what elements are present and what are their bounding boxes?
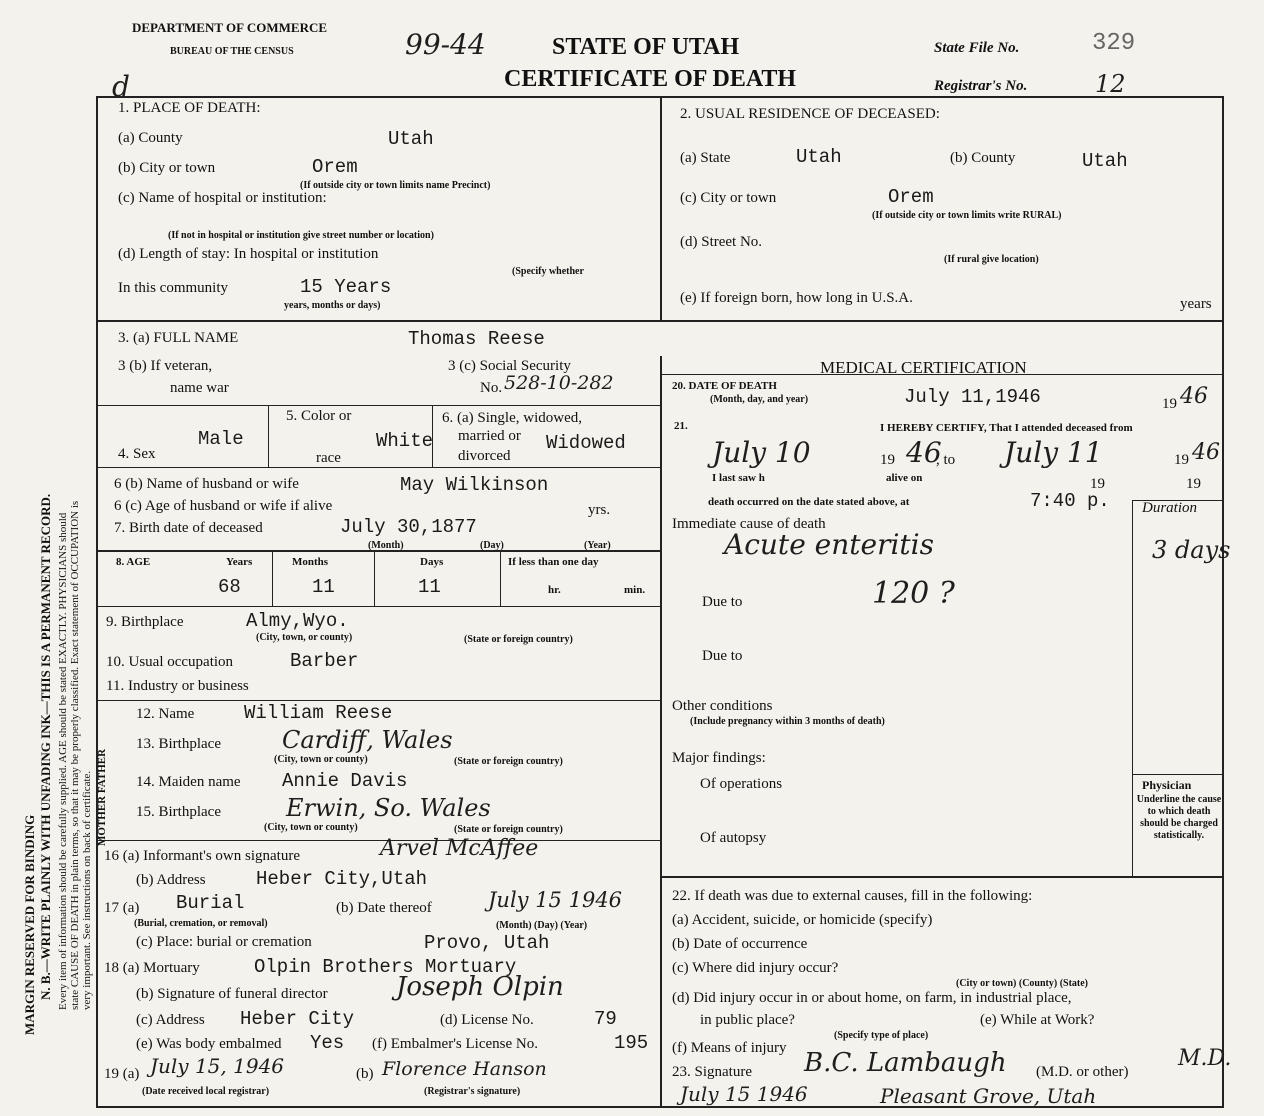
signature-value: B.C. Lambaugh [804,1048,1007,1078]
birthdate-month-note: (Month) [368,540,404,551]
external-f: (f) Means of injury [672,1040,787,1056]
margin-instructions-3: very important. See instructions on back of certificate. [81,770,93,1010]
due-to-2-label: Due to [702,648,743,664]
death-date-label: 20. DATE OF DEATH [672,380,777,392]
age-months-value: 11 [312,576,335,598]
disposal-date-note: (Month) (Day) (Year) [496,920,588,931]
ss-no-label: No. [480,380,503,396]
mother-bp-value: Erwin, So. Wales [286,794,491,822]
received-value: July 15, 1946 [150,1054,285,1078]
residence-foreign-label: (e) If foreign born, how long in U.S.A. [680,290,913,306]
color-label: 5. Color or [286,408,352,424]
attended-from-yr: 46 [906,436,942,469]
veteran-label: 3 (b) If veteran, [118,358,213,374]
mortuary-address-label: (c) Address [136,1012,205,1028]
other-conditions-label: Other conditions [672,698,773,714]
external-c: (c) Where did injury occur? [672,960,839,976]
ss-value: 528-10-282 [504,372,614,394]
mother-bp-note-1: (City, town or county) [264,822,358,833]
place-city-value: Orem [312,156,358,178]
death-date-note: (Month, day, and year) [710,394,809,405]
registrar-sig-label: (b) [356,1066,374,1082]
duration-label: Duration [1142,500,1198,516]
residence-county-label: (b) County [950,150,1016,166]
autopsy-label: Of autopsy [700,830,767,846]
external-e: (e) While at Work? [980,1012,1095,1028]
license-label: (d) License No. [440,1012,534,1028]
father-bp-value: Cardiff, Wales [282,726,453,754]
age-hr-label: hr. [548,584,561,596]
director-label: (b) Signature of funeral director [136,986,328,1002]
external-a: (a) Accident, suicide, or homicide (specify) [672,912,933,928]
dept-label: DEPARTMENT OF COMMERCE [132,20,328,35]
signature-label: 23. Signature [672,1064,752,1080]
residence-years-label: years [1180,296,1212,312]
death-date-value: July 11,1946 [904,386,1041,408]
marital-label-2: married or [458,428,521,444]
birthplace-note-2: (State or foreign country) [464,634,573,645]
embalmer-license-label: (f) Embalmer's License No. [372,1036,538,1052]
occupation-value: Barber [290,650,359,672]
father-name-value: William Reese [244,702,393,724]
informant-sig-label: 16 (a) Informant's own signature [104,848,300,864]
mortuary-address-value: Heber City [240,1008,355,1030]
state-file-label: State File No. [934,40,1020,56]
received-note: (Date received local registrar) [142,1086,270,1097]
father-bp-label: 13. Birthplace [136,736,221,752]
birthdate-day-note: (Day) [480,540,504,551]
burial-place-label: (c) Place: burial or cremation [136,934,312,950]
margin-instructions-2: state CAUSE OF DEATH in plain terms, so that it may be properly classified. Exact statement of OCCUPATION is [69,500,81,1010]
death-date-hw: 46 [1180,384,1208,409]
md-value: M.D. [1178,1046,1232,1071]
marital-value: Widowed [546,432,626,454]
place-hospital-label: (c) Name of hospital or institution: [118,190,327,206]
disposal-note: (Burial, cremation, or removal) [134,918,268,929]
operations-label: Of operations [700,776,783,792]
disposal-date-label: (b) Date thereof [336,900,432,916]
attended-to-yr: 46 [1192,440,1220,465]
residence-state-label: (a) State [680,150,731,166]
informant-sig-value: Arvel McAffee [380,836,539,861]
father-name-label: 12. Name [136,706,195,722]
war-label: name war [170,380,229,396]
place-community-note: years, months or days) [284,300,381,311]
medical-heading: MEDICAL CERTIFICATION [820,358,1027,377]
death-date-suffix: 19 [1162,396,1177,412]
name-label: 3. (a) FULL NAME [118,330,239,346]
age-less-label: If less than one day [508,556,599,568]
external-d: (d) Did injury occur in or about home, on farm, in industrial place, [672,990,1072,1006]
marital-label-1: 6. (a) Single, widowed, [442,410,582,426]
father-bp-note-2: (State or foreign country) [454,756,563,767]
residence-city-note: (If outside city or town limits write RURAL) [872,210,1062,221]
age-years-value: 68 [218,576,241,598]
parents-side-label: MOTHER FATHER [96,748,108,846]
alive-on-text: alive on [886,472,923,484]
birthdate-label: 7. Birth date of deceased [114,520,263,536]
sex-value: Male [198,428,244,450]
attended-to: July 11 [1004,436,1103,469]
maiden-value: Annie Davis [282,770,408,792]
attended-mid: 19 [880,452,895,468]
yrs-label: yrs. [588,502,611,518]
margin-instructions-1: Every item of information should be carefully supplied. AGE should be stated EXACTLY. PHYSICIANS should [57,512,69,1010]
race-label: race [316,450,341,466]
margin-warning-text: N. B.—WRITE PLAINLY WITH UNFADING INK—THIS IS A PERMANENT RECORD. [38,493,53,1000]
disposal-value: Burial [176,892,245,914]
residence-county-value: Utah [1082,150,1128,172]
external-d-note: (Specify type of place) [834,1030,929,1041]
state-title: STATE OF UTAH [552,34,740,60]
age-years-label: Years [226,556,253,568]
cause-value: Acute enteritis [724,528,934,561]
spouse-label: 6 (b) Name of husband or wife [114,476,299,492]
place-heading: 1. PLACE OF DEATH: [118,100,261,116]
place-hospital-note: (If not in hospital or institution give street number or location) [168,230,434,241]
director-value: Joseph Olpin [396,972,564,1002]
maiden-label: 14. Maiden name [136,774,241,790]
mortuary-label: 18 (a) Mortuary [104,960,200,976]
external-b: (b) Date of occurrence [672,936,808,952]
birthdate-value: July 30,1877 [340,516,477,538]
major-findings-label: Major findings: [672,750,766,766]
time-value: 7:40 p. [1030,490,1110,512]
age-label: 8. AGE [116,556,151,568]
place-specify-note: (Specify whether [512,266,584,277]
other-conditions-note: (Include pregnancy within 3 months of death) [690,716,885,727]
certificate-title: CERTIFICATE OF DEATH [504,66,797,92]
immediate-cause-label: Immediate cause of death [672,516,826,532]
occurred-text: death occurred on the date stated above, at [708,496,910,508]
registrar-value: 12 [1095,70,1126,98]
license-value: 79 [594,1008,617,1030]
due-to-1-value: 120 ? [872,576,955,611]
physician-label: Physician [1142,778,1192,792]
spouse-value: May Wilkinson [400,474,549,496]
due-to-1-label: Due to [702,594,743,610]
place-city-note: (If outside city or town limits name Precinct) [300,180,491,191]
birthplace-note-1: (City, town, or county) [256,632,353,643]
physician-note: Underline the cause to which death should be charged statistically. [1136,794,1222,841]
external-heading: 22. If death was due to external causes, fill in the following: [672,888,1033,904]
birthdate-year-note: (Year) [584,540,611,551]
signature-date: July 15 1946 [680,1082,808,1106]
occupation-label: 10. Usual occupation [106,654,234,670]
embalmed-label: (e) Was body embalmed [136,1036,282,1052]
residence-state-value: Utah [796,146,842,168]
residence-street-note: (If rural give location) [944,254,1039,265]
corner-mark: d [112,70,130,103]
age-days-label: Days [420,556,444,568]
state-file-value: 329 [1092,30,1136,57]
disposal-label: 17 (a) [104,900,140,916]
signature-place: Pleasant Grove, Utah [880,1084,1097,1108]
attended-to-pre: 19 [1174,452,1189,468]
item-21-number: 21. [674,420,688,432]
handwritten-number: 99-44 [405,28,486,61]
duration-value: 3 days [1152,536,1231,564]
registrar-sig-note: (Registrar's signature) [424,1086,521,1097]
birthplace-label: 9. Birthplace [106,614,184,630]
place-community-value: 15 Years [300,276,392,298]
place-city-label: (b) City or town [118,160,216,176]
name-value: Thomas Reese [408,328,545,350]
age-months-label: Months [292,556,329,568]
place-community-label: In this community [118,280,228,296]
mortuary-value: Olpin Brothers Mortuary [254,956,517,978]
informant-address-label: (b) Address [136,872,206,888]
ss-label: 3 (c) Social Security [448,358,571,374]
bureau-label: BUREAU OF THE CENSUS [170,46,294,57]
alive-19a: 19 [1090,476,1105,492]
attended-from: July 10 [712,436,811,469]
last-saw-text: I last saw h [712,472,765,484]
registrar-label: Registrar's No. [934,78,1028,94]
mother-bp-label: 15. Birthplace [136,804,221,820]
place-stay-label: (d) Length of stay: In hospital or institution [118,246,379,262]
birthplace-value: Almy,Wyo. [246,610,349,632]
place-county-label: (a) County [118,130,183,146]
marital-label-3: divorced [458,448,511,464]
residence-street-label: (d) Street No. [680,234,763,250]
margin-binding-text: MARGIN RESERVED FOR BINDING [22,814,37,1035]
spouse-age-label: 6 (c) Age of husband or wife if alive [114,498,333,514]
mother-bp-note-2: (State or foreign country) [454,824,563,835]
residence-heading: 2. USUAL RESIDENCE OF DECEASED: [680,106,940,122]
received-label: 19 (a) [104,1066,140,1082]
father-bp-note-1: (City, town or county) [274,754,368,765]
color-value: White [376,430,434,452]
sex-label: 4. Sex [118,446,156,462]
burial-place-value: Provo, Utah [424,932,550,954]
residence-city-value: Orem [888,186,934,208]
residence-city-label: (c) City or town [680,190,777,206]
age-days-value: 11 [418,576,441,598]
external-c-note: (City or town) (County) (State) [956,978,1089,989]
place-county-value: Utah [388,128,434,150]
attended-to-label: , to [936,452,956,468]
external-d2: in public place? [700,1012,795,1028]
age-min-label: min. [624,584,646,596]
certify-text: I HEREBY CERTIFY, That I attended deceased from [880,422,1133,434]
alive-19b: 19 [1186,476,1201,492]
embalmer-license-value: 195 [614,1032,649,1054]
embalmed-value: Yes [310,1032,345,1054]
industry-label: 11. Industry or business [106,678,249,694]
informant-address-value: Heber City,Utah [256,868,428,890]
md-label: (M.D. or other) [1036,1064,1129,1080]
registrar-sig-value: Florence Hanson [382,1058,547,1080]
disposal-date-value: July 15 1946 [488,888,623,912]
